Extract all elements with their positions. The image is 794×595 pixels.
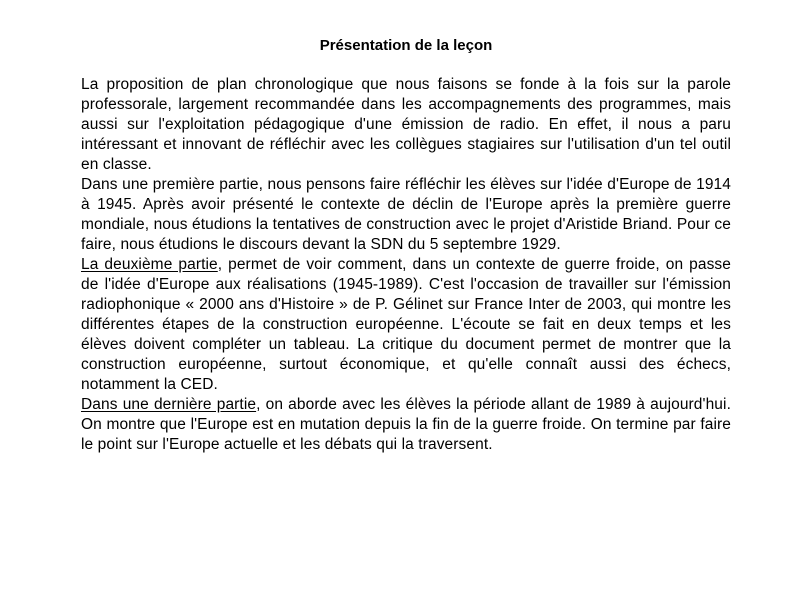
part-three-heading: Dans une dernière partie: [81, 396, 257, 413]
lesson-title: Présentation de la leçon: [319, 37, 493, 54]
paragraph-text: La proposition de plan chronologique que nous faisons se fonde à la fois sur la parole professorale, largement recommandée dans les accompagnements des programmes, mais aussi sur l'exploitation pédagogique d'une émission de radio. En effet, il nous a paru intéressant et innovant de réfléchir avec les collègues stagiaires sur l'utilisation d'un tel outil en classe.: [81, 76, 731, 173]
lesson-body: [81, 75, 731, 455]
part-two-heading: La deuxième partie: [81, 256, 218, 273]
paragraph-part-two: [81, 255, 731, 395]
paragraph-text: Dans une première partie, nous pensons faire réfléchir les élèves sur l'idée d'Europe de 1914 à 1945. Après avoir présenté le contexte de déclin de l'Europe après la première guerre mondiale, nous étudions la tentatives de construction avec le projet d'Aristide Briand. Pour ce faire, nous étudions le discours devant la SDN du 5 septembre 1929.: [81, 176, 731, 253]
document-page: [81, 36, 731, 455]
paragraph-part-three: [81, 395, 731, 455]
paragraph-intro: [81, 75, 731, 175]
paragraph-text: , permet de voir comment, dans un contexte de guerre froide, on passe de l'idée d'Europe aux réalisations (1945-1989). C'est l'occasion de travailler sur l'émission radiophonique « 2000 ans d'Histoire » de P. Gélinet sur France Inter de 2003, qui montre les différentes étapes de la construction européenne. L'écoute se fait en deux temps et les élèves doivent compléter un tableau. La critique du document permet de montrer que la construction européenne, surtout économique, et qu'elle connaît aussi des échecs, notamment la CED.: [81, 256, 731, 393]
paragraph-text: , on aborde avec les élèves la période allant de 1989 à aujourd'hui. On montre que l'Europe est en mutation depuis la fin de la guerre froide. On termine par faire le point sur l'Europe actuelle et les débats qui la traversent.: [81, 396, 731, 453]
paragraph-part-one: [81, 175, 731, 255]
